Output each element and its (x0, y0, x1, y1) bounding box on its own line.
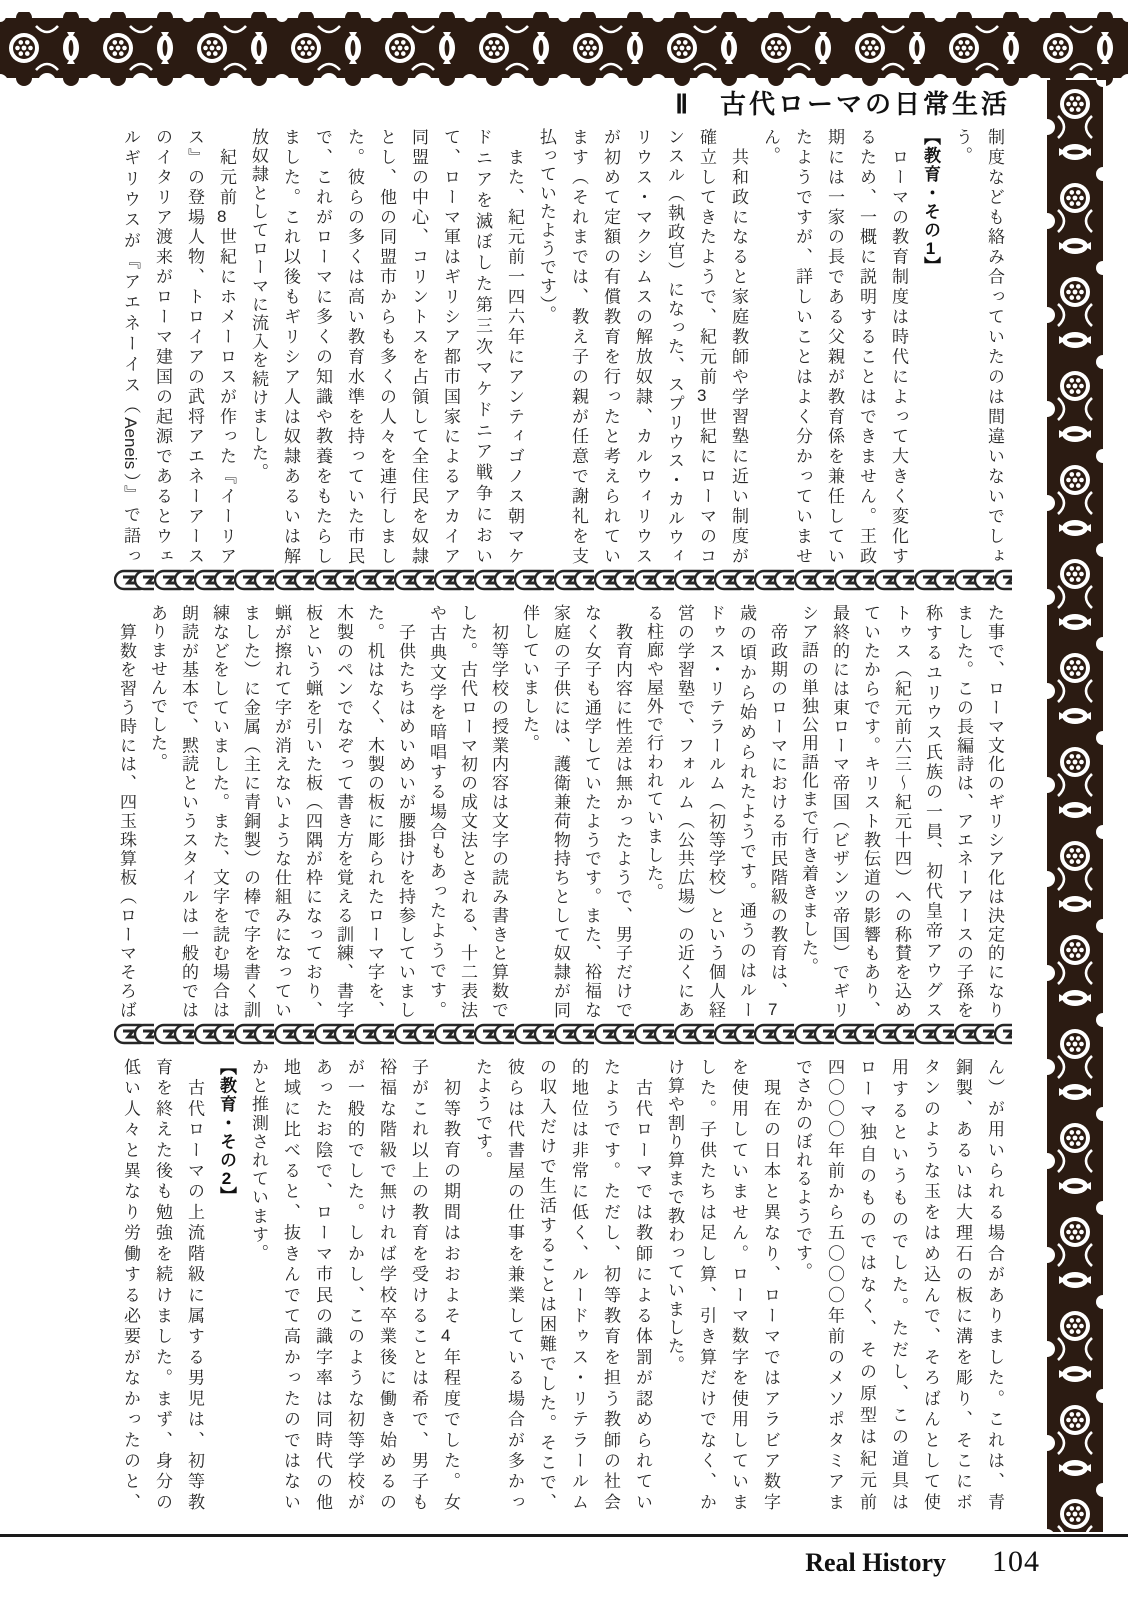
vertical-text-block-3 (112, 1058, 1010, 1510)
text-column: ンスル（執政官）になった、スプリウス・カルウィ (665, 128, 684, 564)
text-column: あったお陰で、ローマ市民の識字率は同時代の他 (313, 1058, 332, 1510)
text-column: 用するというものでした。ただし、この道具は (889, 1058, 908, 1510)
text-column: る柱廊や屋外で行われていました。 (644, 604, 663, 902)
text-column: 歳の頃から始められたようです。通うのはルー (737, 604, 756, 1018)
text-column: 彼らは代書屋の仕事を兼業している場合が多かっ (505, 1058, 524, 1510)
text-column: ローマの教育制度は時代によって大きく変化す (889, 128, 908, 564)
text-column: 払っていたようです）。 (537, 128, 556, 325)
text-column: 初等学校の授業内容は文字の読み書きと算数で (489, 604, 508, 1018)
text-column: 放奴隷としてローマに流入を続けました。 (249, 128, 268, 482)
text-column: ドゥス・リテラールム（初等学校）という個人経 (706, 604, 725, 1018)
text-column: が初めて定額の有償教育を行ったと考えられてい (601, 128, 620, 564)
text-column: 板という蝋を引いた板（四隅が枠になっており、 (303, 604, 322, 1018)
text-column: ます（それまでは、教え子の親が任意で謝礼を支 (569, 128, 588, 565)
floral-band-icon (1044, 80, 1106, 1532)
chain-link-icon (114, 566, 1012, 594)
text-column: ドニアを滅ぼした第三次マケドニア戦争におい (473, 128, 492, 564)
text-column: 四〇〇〇年前から五〇〇〇年前のメソポタミアま (825, 1058, 844, 1510)
text-column: 制度なども絡み合っていたのは間違いないでしょ (985, 128, 1004, 564)
text-column: ました。この長編詩は、アエネーアースの子孫を (954, 604, 973, 1018)
text-column: ありませんでした。 (148, 604, 167, 772)
text-column: たようです。ただし、初等教育を担う教師の社会 (601, 1058, 620, 1510)
text-column: 古代ローマの上流階級に属する男児は、初等教 (185, 1058, 204, 1510)
text-column: 確立してきたようで、紀元前3世紀にローマのコ (697, 128, 716, 564)
text-column: を使用していません。ローマ数字を使用していま (729, 1058, 748, 1510)
text-column: 蝋が擦れて字が消えないような仕組みになってい (272, 604, 291, 1018)
footer-rule (0, 1534, 1128, 1537)
text-column: たようですが、詳しいことはよく分かっていませ (793, 128, 812, 564)
chain-link-icon (114, 1020, 1012, 1048)
text-column: 子がこれ以上の教育を受けることは希で、男子も (409, 1058, 428, 1510)
text-column: 裕福な階級で無ければ学校卒業後に働き始めるの (377, 1058, 396, 1511)
text-column: のイタリア渡来がローマ建国の起源であるとウェ (153, 128, 172, 565)
text-column: う。 (953, 128, 972, 166)
text-column: た。机はなく、木製の板に彫られたローマ字を、 (365, 604, 384, 1018)
text-column: た事で、ローマ文化のギリシア化は決定的になり (985, 604, 1004, 1018)
floral-border-top-ornament (0, 12, 1128, 86)
text-column: 期には一家の長である父親が教育係を兼任してい (825, 128, 844, 564)
vertical-text-block-1 (112, 128, 1010, 564)
text-column: ス』の登場人物、トロイアの武将アエネーアース (185, 128, 204, 564)
text-column: 低い人々と異なり労働する必要がなかったのと、 (121, 1058, 140, 1510)
text-column: 伴していました。 (520, 604, 539, 753)
text-column: 算数を習う時には、四玉珠算板（ローマそろば (117, 604, 136, 1018)
text-column: 朗読が基本で、黙読というスタイルは一般的では (179, 604, 198, 1018)
text-column: 育を終えた後も勉強を続けました。まず、身分の (153, 1058, 172, 1510)
text-column: 同盟の中心、コリントスを占領して全住民を奴隷 (409, 128, 428, 564)
chain-divider-upper (114, 566, 1012, 594)
text-column: ローマ独自のものではなく、その原型は紀元前 (857, 1058, 876, 1510)
chain-divider-lower (114, 1020, 1012, 1048)
section-heading: 【教育・その2】 (217, 1058, 236, 1206)
chapter-heading: Ⅱ 古代ローマの日常生活 (675, 90, 1010, 119)
text-column: かと推測されています。 (249, 1058, 268, 1263)
text-column: け算や割り算まで教わっていました。 (665, 1058, 684, 1375)
text-column: でさかのぼれるようです。 (793, 1058, 812, 1282)
text-column: タンのような玉をはめ込んで、そろばんとして使 (921, 1058, 940, 1510)
text-column: 現在の日本と異なり、ローマではアラビア数字 (761, 1058, 780, 1510)
vertical-text-block-2 (110, 604, 1010, 1018)
text-column: 初等教育の期間はおおよそ4年程度でした。女 (441, 1058, 460, 1511)
text-column: た。彼らの多くは高い教育水準を持っていた市民 (345, 128, 364, 564)
text-column: るため、一概に説明することはできません。王政 (857, 128, 876, 564)
text-column: なく女子も通学していたようです。また、裕福な (582, 604, 601, 1018)
page-number: 104 (992, 1545, 1040, 1578)
text-column: て、ローマ軍はギリシア都市国家によるアカイア (441, 128, 460, 564)
text-column: 銅製、あるいは大理石の板に溝を彫り、そこにボ (953, 1058, 972, 1511)
text-column: 的地位は非常に低く、ルードゥス・リテラールム (569, 1058, 588, 1510)
text-column: 子供たちはめいめいが腰掛けを持参していまし (396, 604, 415, 1018)
text-column: 教育内容に性差は無かったようで、男子だけで (613, 604, 632, 1018)
text-column: の収入だけで生活することは困難でした。そこで、 (537, 1058, 556, 1510)
text-column: ルギリウスが『アエネーイス（Aeneis）』で語っ (121, 128, 140, 564)
text-column: 帝政期のローマにおける市民階級の教育は、7 (768, 604, 787, 1018)
text-column: 地域に比べると、抜きんでて高かったのではない (281, 1058, 300, 1511)
text-column: ん。 (761, 128, 780, 166)
text-column: 共和政になると家庭教師や学習塾に近い制度が (729, 128, 748, 565)
book-title: Real History (805, 1548, 946, 1577)
text-column: とし、他の同盟市からも多くの人々を連行しまし (377, 128, 396, 564)
text-column: 練などをしていました。また、文字を読む場合は (210, 604, 229, 1018)
text-column: 最終的には東ローマ帝国（ビザンツ帝国）でギリ (830, 604, 849, 1018)
text-column: 称するユリウス氏族の一員、初代皇帝アウグス (923, 604, 942, 1018)
text-column: した。子供たちは足し算、引き算だけでなく、か (697, 1058, 716, 1511)
section-heading: 【教育・その1】 (921, 128, 940, 276)
text-column: たようです。 (473, 1058, 492, 1170)
text-column: トゥス（紀元前六三～紀元十四）への称賛を込め (892, 604, 911, 1018)
text-column: した。古代ローマ初の成文法とされる、十二表法 (458, 604, 477, 1018)
floral-frieze-icon (0, 12, 1128, 86)
floral-border-right-ornament (1044, 80, 1106, 1532)
text-column: 紀元前8世紀にホメーロスが作った『イーリア (217, 128, 236, 564)
text-column: ました。これ以後もギリシア人は奴隷あるいは解 (281, 128, 300, 565)
text-column: シア語の単独公用語化まで行き着きました。 (799, 604, 818, 976)
text-column: が一般的でした。しかし、このような初等学校が (345, 1058, 364, 1510)
page-footer (805, 1545, 1040, 1579)
text-column: 営の学習塾で、フォルム（公共広場）の近くにあ (675, 604, 694, 1018)
text-column: 木製のペンでなぞって書き方を覚える訓練、書字 (334, 604, 353, 1018)
text-column: 古代ローマでは教師による体罰が認められてい (633, 1058, 652, 1510)
text-column: ました）に金属（主に青銅製）の棒で字を書く訓 (241, 604, 260, 1018)
text-column: で、これがローマに多くの知識や教養をもたらし (313, 128, 332, 564)
text-column: リウス・マクシムスの解放奴隷、カルウィリウス (633, 128, 652, 564)
text-column: ていたからです。キリスト教伝道の影響もあり、 (861, 604, 880, 1018)
text-column: 家庭の子供には、護衛兼荷物持ちとして奴隷が同 (551, 604, 570, 1018)
text-column: また、紀元前一四六年にアンティゴノス朝マケ (505, 128, 524, 564)
text-column: ん）が用いられる場合がありました。これは、青 (985, 1058, 1004, 1510)
text-column: や古典文学を暗唱する場合もあったようです。 (427, 604, 446, 1018)
